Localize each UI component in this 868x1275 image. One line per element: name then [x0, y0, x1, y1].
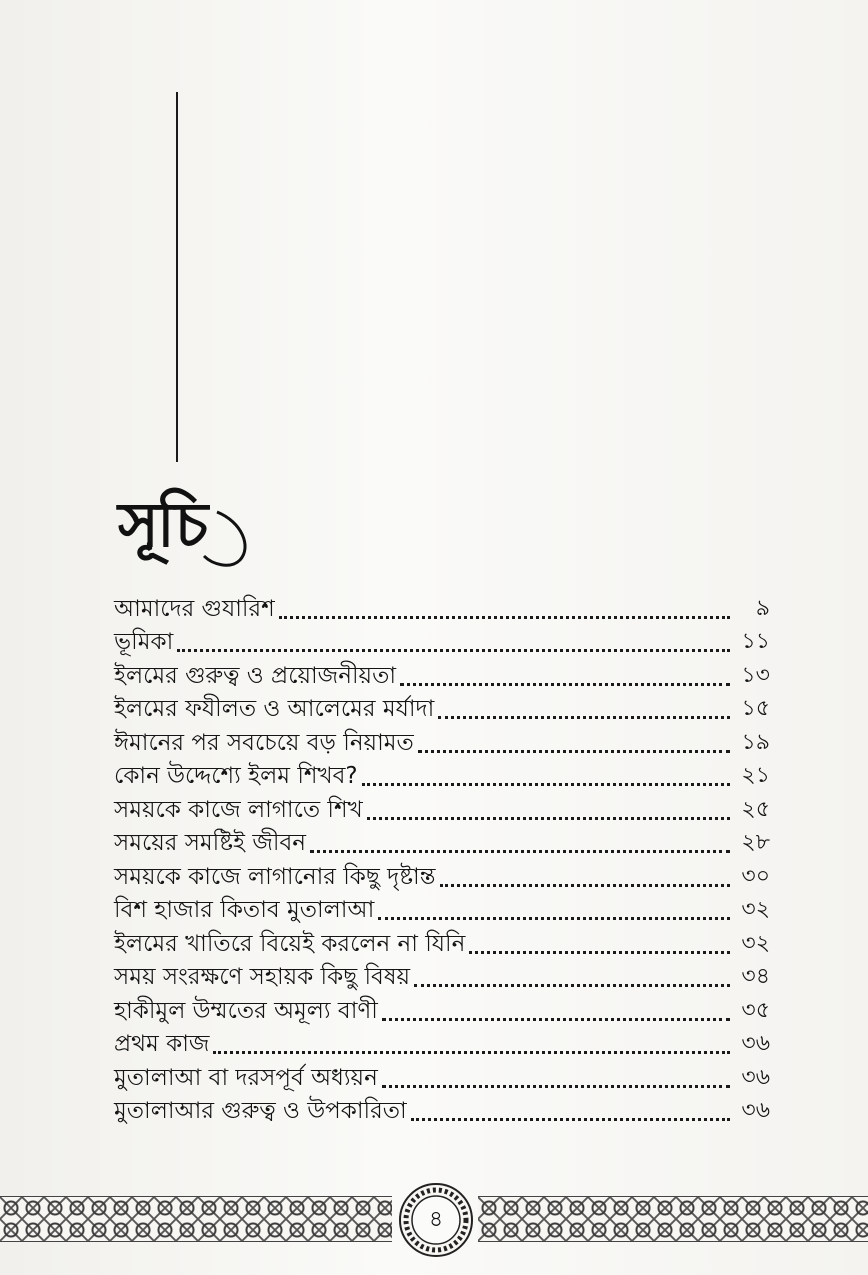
toc-entry-title: সময়ের সমষ্টিই জীবন [114, 830, 307, 856]
toc-row[interactable] [114, 858, 770, 892]
leader-dots [411, 1118, 730, 1121]
toc-entry-title: সময়কে কাজে লাগাতে শিখ [114, 796, 363, 823]
leader-dots [310, 850, 730, 853]
toc-entry-title: ভূমিকা [114, 629, 174, 655]
toc-row[interactable] [114, 992, 770, 1026]
toc-entry-page: ২৮ [741, 830, 770, 855]
toc-entry-title: প্রথম কাজ [114, 1031, 210, 1057]
toc-row[interactable] [114, 590, 770, 624]
leader-dots [400, 683, 730, 686]
toc-entry-title: আমাদের গুযারিশ [114, 595, 275, 622]
toc-entry-title: ইলমের গুরুত্ব ও প্রয়োজনীয়তা [114, 662, 397, 689]
toc-entry-page: ২১ [741, 763, 770, 788]
leader-dots [469, 951, 730, 954]
toc-entry-page: ১৫ [741, 696, 770, 721]
leader-dots [362, 783, 730, 786]
toc-entry-title: ইলমের খাতিরে বিয়েই করলেন না যিনি [114, 930, 466, 957]
toc-row[interactable] [114, 925, 770, 959]
toc-row[interactable] [114, 624, 770, 658]
toc-row[interactable] [114, 758, 770, 792]
toc-entry-page: ৩২ [741, 930, 770, 956]
leader-dots [367, 817, 730, 820]
toc-heading: সূচি [118, 488, 207, 561]
leader-dots [213, 1051, 730, 1054]
decorative-hanging-line [176, 92, 178, 462]
toc-entry-page: ৩৬ [741, 1031, 770, 1056]
leader-dots [177, 649, 730, 652]
toc-row[interactable] [114, 791, 770, 825]
leader-dots [382, 1085, 730, 1088]
toc-row[interactable] [114, 959, 770, 993]
leader-dots [438, 716, 730, 719]
toc-entry-title: মুতালাআ বা দরসপূর্ব অধ্যয়ন [114, 1064, 378, 1091]
toc-entry-page: ৩০ [741, 863, 770, 889]
toc-entry-page: ৯ [755, 595, 770, 621]
toc-row[interactable] [114, 1059, 770, 1093]
toc-row[interactable] [114, 1093, 770, 1127]
footer-ornament-left [0, 1196, 392, 1242]
toc-entry-title: ইলমের ফযীলত ও আলেমের মর্যাদা [114, 696, 435, 722]
leader-dots [414, 984, 730, 987]
toc-entry-page: ১৯ [741, 729, 770, 755]
toc-row[interactable] [114, 724, 770, 758]
toc-entry-page: ১১ [741, 629, 770, 654]
toc-entry-title: মুতালাআর গুরুত্ব ও উপকারিতা [114, 1098, 407, 1124]
toc-entry-title: বিশ হাজার কিতাব মুতালাআ [114, 897, 375, 923]
leader-dots [382, 1018, 730, 1021]
leader-dots [418, 750, 730, 753]
page-number: ৪ [428, 1206, 444, 1232]
leader-dots [279, 616, 730, 619]
toc-entry-title: ঈমানের পর সবচেয়ে বড় নিয়ামত [114, 729, 414, 756]
toc-row[interactable] [114, 1026, 770, 1060]
toc-entry-page: ৩৪ [741, 964, 770, 989]
table-of-contents [114, 590, 770, 1126]
toc-entry-title: কোন উদ্দেশ্যে ইলম শিখব? [114, 763, 358, 789]
leader-dots [440, 884, 730, 887]
toc-entry-title: সময়কে কাজে লাগানোর কিছু দৃষ্টান্ত [114, 863, 436, 890]
toc-entry-page: ৩২ [741, 897, 770, 922]
toc-entry-title: সময় সংরক্ষণে সহায়ক কিছু বিষয় [114, 964, 411, 990]
toc-entry-page: ৩৬ [741, 1098, 770, 1123]
toc-entry-page: ৩৫ [741, 997, 770, 1023]
toc-row[interactable] [114, 691, 770, 725]
leader-dots [378, 917, 730, 920]
toc-row[interactable] [114, 892, 770, 926]
toc-entry-page: ৩৬ [741, 1064, 770, 1090]
footer-ornament-right [478, 1196, 868, 1242]
toc-row[interactable] [114, 825, 770, 859]
toc-entry-title: হাকীমুল উম্মতের অমূল্য বাণী [114, 997, 378, 1024]
toc-entry-page: ১৩ [741, 662, 770, 688]
toc-entry-page: ২৫ [741, 796, 770, 822]
toc-row[interactable] [114, 657, 770, 691]
